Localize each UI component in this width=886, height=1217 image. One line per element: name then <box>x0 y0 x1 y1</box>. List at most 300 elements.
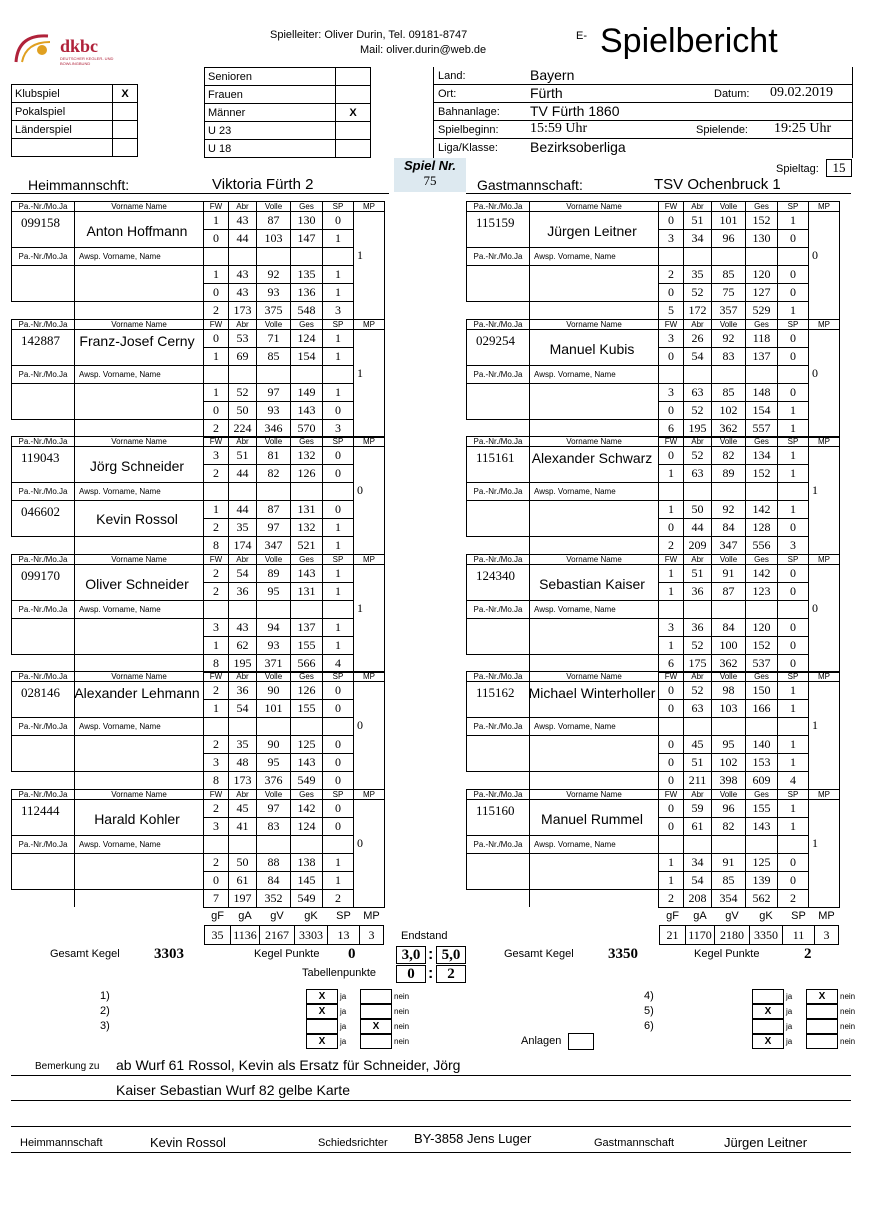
player-mp: 0 <box>357 835 363 850</box>
score-cell: 131 <box>291 501 323 519</box>
home-kp-label: Kegel Punkte <box>254 948 320 960</box>
abr-header: Abr <box>684 789 712 799</box>
score-cell: 93 <box>257 401 291 419</box>
score-cell: 1 <box>778 401 809 419</box>
total-cell: 3 <box>778 537 809 555</box>
ges-header: Ges <box>746 789 778 799</box>
score-cell: 1 <box>204 700 229 718</box>
nein-label: nein <box>394 1037 410 1046</box>
score-cell: 102 <box>712 754 746 772</box>
player-pass-nr: 115159 <box>476 215 515 230</box>
anlagen-box[interactable] <box>568 1033 594 1050</box>
score-cell: 84 <box>712 618 746 636</box>
mp-header: MP <box>809 554 840 564</box>
score-cell: 0 <box>778 383 809 401</box>
pass-header: Pa.-Nr./Mo.Ja <box>12 248 75 266</box>
abr-header: Abr <box>229 789 257 799</box>
player-name: Oliver Schneider <box>85 575 189 592</box>
score-cell: 3 <box>659 329 684 347</box>
player-block <box>11 319 401 436</box>
nein-label: nein <box>394 1007 410 1016</box>
score-cell: 118 <box>746 329 778 347</box>
pass-header: Pa.-Nr./Mo.Ja <box>467 248 530 266</box>
ges-header: Ges <box>746 437 778 447</box>
player-block <box>466 671 856 788</box>
total-cell: 376 <box>257 772 291 790</box>
ausw-header: Awsp. Vorname, Name <box>530 248 659 266</box>
sp-header: SP <box>323 437 354 447</box>
ausw-header: Awsp. Vorname, Name <box>75 248 204 266</box>
score-cell: 52 <box>684 682 712 700</box>
total-cell: 537 <box>746 654 778 672</box>
score-cell: 96 <box>712 799 746 817</box>
score-cell: 41 <box>229 817 257 835</box>
abr-header: Abr <box>229 554 257 564</box>
player-name: Manuel Rummel <box>541 810 643 827</box>
sp-header: SP <box>323 202 354 212</box>
score-cell: 2 <box>204 564 229 582</box>
sp-header: SP <box>778 554 809 564</box>
mp-header: MP <box>809 789 840 799</box>
pass-header: Pa.-Nr./Mo.Ja <box>12 835 75 853</box>
score-cell: 139 <box>746 871 778 889</box>
score-cell: 2 <box>204 519 229 537</box>
score-cell: 82 <box>712 817 746 835</box>
sp-header: SP <box>778 672 809 682</box>
away-gesamt-value: 3350 <box>608 946 638 962</box>
score-cell: 130 <box>746 230 778 248</box>
check-nein-box[interactable] <box>806 1019 838 1034</box>
total-cell: 0 <box>659 772 684 790</box>
score-cell: 51 <box>684 754 712 772</box>
score-cell: 1 <box>778 799 809 817</box>
pass-header: Pa.-Nr./Mo.Ja <box>12 718 75 736</box>
category-label: U 18 <box>205 140 336 158</box>
score-cell: 0 <box>659 447 684 465</box>
sp-header: SP <box>778 789 809 799</box>
score-cell: 155 <box>746 799 778 817</box>
score-cell: 35 <box>229 519 257 537</box>
check-nein-box[interactable] <box>360 1034 392 1049</box>
ges-header: Ges <box>291 554 323 564</box>
score-cell: 1 <box>204 212 229 230</box>
volle-header: Volle <box>257 202 291 212</box>
score-cell: 54 <box>684 871 712 889</box>
player-pass-nr: 115161 <box>476 450 515 465</box>
score-cell: 150 <box>746 682 778 700</box>
fw-header: FW <box>204 554 229 564</box>
score-cell: 166 <box>746 700 778 718</box>
pass-header: Pa.-Nr./Mo.Ja <box>12 319 75 329</box>
score-cell: 0 <box>659 284 684 302</box>
home-kp-value: 0 <box>348 946 356 962</box>
score-cell: 52 <box>684 447 712 465</box>
player-pass-nr: 099158 <box>21 215 60 230</box>
score-cell: 100 <box>712 636 746 654</box>
ges-header: Ges <box>291 319 323 329</box>
abr-header: Abr <box>684 672 712 682</box>
check-ja-box[interactable]: X <box>752 1004 784 1019</box>
sp-header: SP <box>778 202 809 212</box>
check-ja-box[interactable]: X <box>306 989 338 1004</box>
game-type-row <box>12 103 138 121</box>
away-team-name: TSV Ochenbruck 1 <box>654 176 781 193</box>
player-block <box>11 436 401 553</box>
score-cell: 1 <box>323 266 354 284</box>
remarks-line-2: Kaiser Sebastian Wurf 82 gelbe Karte <box>116 1082 350 1098</box>
score-cell: 97 <box>257 383 291 401</box>
check-nein-box[interactable] <box>806 1034 838 1049</box>
category-mark[interactable] <box>336 122 371 140</box>
score-cell: 0 <box>778 519 809 537</box>
spielleiter-mail: Mail: oliver.durin@web.de <box>360 44 487 56</box>
score-cell: 138 <box>291 853 323 871</box>
player-pass-nr: 115162 <box>476 685 515 700</box>
fw-header: FW <box>204 319 229 329</box>
game-type-row <box>12 139 138 157</box>
check-ja-box[interactable]: X <box>306 1034 338 1049</box>
score-cell: 83 <box>257 817 291 835</box>
check-ja-box[interactable] <box>752 1019 784 1034</box>
score-cell: 148 <box>746 383 778 401</box>
score-cell: 43 <box>229 618 257 636</box>
score-cell: 95 <box>712 736 746 754</box>
score-cell: 82 <box>712 447 746 465</box>
player-name: Jörg Schneider <box>89 458 185 474</box>
sig-ref-name: BY-3858 Jens Luger <box>414 1131 532 1146</box>
player-block <box>466 789 856 906</box>
score-cell: 1 <box>323 636 354 654</box>
total-cell: 347 <box>712 537 746 555</box>
player-mp: 1 <box>357 365 363 380</box>
score-cell: 1 <box>778 447 809 465</box>
volle-header: Volle <box>712 202 746 212</box>
score-cell: 36 <box>684 618 712 636</box>
totals-value: 13 <box>328 926 360 945</box>
check-nein-box[interactable]: X <box>360 1019 392 1034</box>
score-cell: 54 <box>229 700 257 718</box>
total-cell: 172 <box>684 302 712 320</box>
score-cell: 3 <box>204 754 229 772</box>
endstand-label: Endstand <box>401 930 448 942</box>
game-type-mark[interactable] <box>113 103 138 121</box>
score-cell: 1 <box>323 853 354 871</box>
away-totals-table <box>659 907 839 945</box>
player-name: Harald Kohler <box>94 810 180 827</box>
total-cell: 2 <box>659 537 684 555</box>
score-cell: 147 <box>291 230 323 248</box>
score-cell: 101 <box>712 212 746 230</box>
score-cell: 92 <box>712 501 746 519</box>
dkbc-logo <box>12 28 112 68</box>
sig-away-name: Jürgen Leitner <box>724 1135 808 1150</box>
abr-header: Abr <box>229 319 257 329</box>
category-mark[interactable]: X <box>336 104 371 122</box>
category-label: Senioren <box>205 68 336 86</box>
totals-value: 1170 <box>686 926 715 945</box>
check-nein-box[interactable]: X <box>806 989 838 1004</box>
score-cell: 0 <box>659 736 684 754</box>
score-cell: 154 <box>291 347 323 365</box>
liga-value: Bezirksoberliga <box>530 139 626 155</box>
check-ja-box[interactable]: X <box>752 1034 784 1049</box>
player-block <box>11 201 401 318</box>
category-mark[interactable] <box>336 140 371 158</box>
total-cell: 0 <box>323 772 354 790</box>
score-cell: 81 <box>257 447 291 465</box>
score-cell: 82 <box>257 465 291 483</box>
score-cell: 152 <box>746 636 778 654</box>
fw-header: FW <box>659 789 684 799</box>
spielleiter: Spielleiter: Oliver Durin, Tel. 09181-8747 <box>270 29 468 41</box>
sp-header: SP <box>778 437 809 447</box>
total-cell: 556 <box>746 537 778 555</box>
game-type-mark[interactable]: X <box>113 85 138 103</box>
player-mp: 1 <box>357 248 363 262</box>
pass-header: Pa.-Nr./Mo.Ja <box>467 365 530 383</box>
check-nein-box[interactable] <box>806 1004 838 1019</box>
total-cell: 1 <box>778 302 809 320</box>
away-team-label: Gastmannschaft: <box>477 177 583 193</box>
beginn-label: Spielbeginn: <box>438 124 499 136</box>
bahn-value: TV Fürth 1860 <box>530 103 620 119</box>
check-ja-box[interactable] <box>306 1019 338 1034</box>
score-cell: 85 <box>712 871 746 889</box>
score-cell: 35 <box>684 266 712 284</box>
total-cell: 346 <box>257 419 291 437</box>
totals-header: gV <box>725 910 739 922</box>
total-cell: 211 <box>684 772 712 790</box>
volle-header: Volle <box>712 789 746 799</box>
total-cell: 2 <box>323 889 354 907</box>
total-cell: 375 <box>257 302 291 320</box>
pass-header: Pa.-Nr./Mo.Ja <box>467 672 530 682</box>
score-cell: 43 <box>229 212 257 230</box>
score-cell: 0 <box>778 618 809 636</box>
player-block <box>466 319 856 436</box>
game-type-row <box>12 85 138 103</box>
ges-header: Ges <box>746 554 778 564</box>
ges-header: Ges <box>746 672 778 682</box>
check-ja-box[interactable] <box>752 989 784 1004</box>
player-block <box>466 554 856 671</box>
fw-header: FW <box>204 789 229 799</box>
score-cell: 0 <box>659 212 684 230</box>
category-mark[interactable] <box>336 68 371 86</box>
player-name: Alexander Lehmann <box>74 685 200 701</box>
player-block <box>466 201 856 318</box>
score-cell: 0 <box>659 799 684 817</box>
totals-header: gK <box>759 910 773 922</box>
volle-header: Volle <box>257 789 291 799</box>
score-cell: 0 <box>323 682 354 700</box>
ja-label: ja <box>340 1037 347 1046</box>
score-cell: 50 <box>684 501 712 519</box>
total-cell: 173 <box>229 302 257 320</box>
score-cell: 103 <box>257 230 291 248</box>
score-cell: 0 <box>778 636 809 654</box>
score-cell: 1 <box>659 465 684 483</box>
pass-header: Pa.-Nr./Mo.Ja <box>12 202 75 212</box>
game-type-mark[interactable] <box>113 121 138 139</box>
check-num: 3) <box>100 1020 110 1032</box>
check-num: 2) <box>100 1005 110 1017</box>
score-cell: 0 <box>659 754 684 772</box>
player-mp: 1 <box>812 718 818 732</box>
score-cell: 0 <box>323 401 354 419</box>
ges-header: Ges <box>291 202 323 212</box>
score-cell: 1 <box>323 871 354 889</box>
mp-header: MP <box>354 437 385 447</box>
total-cell: 347 <box>257 537 291 555</box>
check-nein-box[interactable] <box>360 1004 392 1019</box>
name-header: Vorname Name <box>75 319 204 329</box>
category-label: U 23 <box>205 122 336 140</box>
datum-label: Datum: <box>714 88 750 100</box>
abr-header: Abr <box>229 437 257 447</box>
volle-header: Volle <box>257 319 291 329</box>
score-cell: 44 <box>684 519 712 537</box>
score-cell: 53 <box>229 329 257 347</box>
ja-label: ja <box>340 1007 347 1016</box>
player-block <box>466 436 856 553</box>
score-cell: 134 <box>746 447 778 465</box>
score-cell: 120 <box>746 618 778 636</box>
sig-home-label: Heimmannschaft <box>20 1137 103 1149</box>
score-cell: 51 <box>229 447 257 465</box>
nein-label: nein <box>840 992 856 1001</box>
score-cell: 102 <box>712 401 746 419</box>
totals-value: 21 <box>660 926 686 945</box>
score-cell: 0 <box>659 682 684 700</box>
volle-header: Volle <box>712 672 746 682</box>
spiel-nr-value: 75 <box>423 173 437 188</box>
total-cell: 195 <box>684 419 712 437</box>
player-mp: 1 <box>357 600 363 615</box>
game-type-label: Länderspiel <box>12 121 113 139</box>
score-cell: 83 <box>712 347 746 365</box>
logo-subtitle: DEUTSCHER KEGLER- UND BOWLINGBUND <box>60 56 114 66</box>
score-cell: 1 <box>323 582 354 600</box>
ende-value: 19:25 Uhr <box>774 121 832 136</box>
land-value: Bayern <box>530 67 575 83</box>
score-cell: 3 <box>204 618 229 636</box>
score-cell: 87 <box>712 582 746 600</box>
score-cell: 1 <box>323 618 354 636</box>
logo-swoosh-icon <box>12 28 56 68</box>
fw-header: FW <box>659 437 684 447</box>
sig-ref-label: Schiedsrichter <box>318 1137 388 1149</box>
volle-header: Volle <box>257 554 291 564</box>
player-pass-nr: 142887 <box>21 332 60 348</box>
score-cell: 1 <box>323 383 354 401</box>
score-cell: 54 <box>684 347 712 365</box>
score-cell: 48 <box>229 754 257 772</box>
score-cell: 87 <box>257 212 291 230</box>
total-cell: 2 <box>204 302 229 320</box>
score-cell: 3 <box>659 383 684 401</box>
spiel-nr-box <box>394 158 466 192</box>
total-cell: 570 <box>291 419 323 437</box>
endstand-home: 3,0 <box>396 946 426 964</box>
match-info <box>433 67 853 158</box>
score-cell: 0 <box>204 329 229 347</box>
total-cell: 3 <box>323 419 354 437</box>
player-mp: 0 <box>812 365 818 380</box>
score-cell: 94 <box>257 618 291 636</box>
totals-value: 3 <box>815 926 839 945</box>
nein-label: nein <box>394 992 410 1001</box>
pass-header: Pa.-Nr./Mo.Ja <box>12 437 75 447</box>
ausw-header: Awsp. Vorname, Name <box>530 835 659 853</box>
total-cell: 4 <box>323 654 354 672</box>
score-cell: 97 <box>257 519 291 537</box>
total-cell: 175 <box>684 654 712 672</box>
score-cell: 142 <box>746 564 778 582</box>
fw-header: FW <box>659 554 684 564</box>
ja-label: ja <box>786 992 793 1001</box>
score-cell: 44 <box>229 501 257 519</box>
score-cell: 124 <box>291 329 323 347</box>
pass-header: Pa.-Nr./Mo.Ja <box>467 437 530 447</box>
ort-label: Ort: <box>438 88 457 100</box>
score-cell: 1 <box>204 383 229 401</box>
total-cell: 371 <box>257 654 291 672</box>
player-name: Sebastian Kaiser <box>539 575 645 592</box>
score-cell: 69 <box>229 347 257 365</box>
pass-header: Pa.-Nr./Mo.Ja <box>12 789 75 799</box>
check-ja-box[interactable]: X <box>306 1004 338 1019</box>
player-name: Alexander Schwarz <box>531 450 653 466</box>
score-cell: 95 <box>257 582 291 600</box>
score-cell: 1 <box>323 564 354 582</box>
remarks-line-1: ab Wurf 61 Rossol, Kevin als Ersatz für Schneider, Jörg <box>116 1057 461 1073</box>
score-cell: 50 <box>229 401 257 419</box>
score-cell: 54 <box>229 564 257 582</box>
fw-header: FW <box>659 202 684 212</box>
category-mark[interactable] <box>336 86 371 104</box>
e-prefix: E- <box>576 30 587 42</box>
score-cell: 0 <box>659 817 684 835</box>
score-cell: 44 <box>229 230 257 248</box>
pass-header: Pa.-Nr./Mo.Ja <box>467 202 530 212</box>
tabellen-colon: : <box>428 965 434 982</box>
score-cell: 63 <box>684 700 712 718</box>
score-cell: 91 <box>712 853 746 871</box>
player-mp: 1 <box>812 483 818 497</box>
score-cell: 84 <box>712 519 746 537</box>
fw-header: FW <box>204 202 229 212</box>
score-cell: 1 <box>659 853 684 871</box>
player-name: Franz-Josef Cerny <box>79 332 195 349</box>
category-table <box>204 67 371 158</box>
total-cell: 2 <box>204 419 229 437</box>
total-cell: 209 <box>684 537 712 555</box>
name-header: Vorname Name <box>75 789 204 799</box>
score-cell: 87 <box>257 501 291 519</box>
total-cell: 352 <box>257 889 291 907</box>
score-cell: 51 <box>684 212 712 230</box>
score-cell: 95 <box>257 754 291 772</box>
score-cell: 155 <box>291 636 323 654</box>
score-cell: 0 <box>323 700 354 718</box>
score-cell: 153 <box>746 754 778 772</box>
mp-header: MP <box>354 319 385 329</box>
name-header: Vorname Name <box>530 319 659 329</box>
score-cell: 154 <box>746 401 778 419</box>
score-cell: 59 <box>684 799 712 817</box>
check-nein-box[interactable] <box>360 989 392 1004</box>
